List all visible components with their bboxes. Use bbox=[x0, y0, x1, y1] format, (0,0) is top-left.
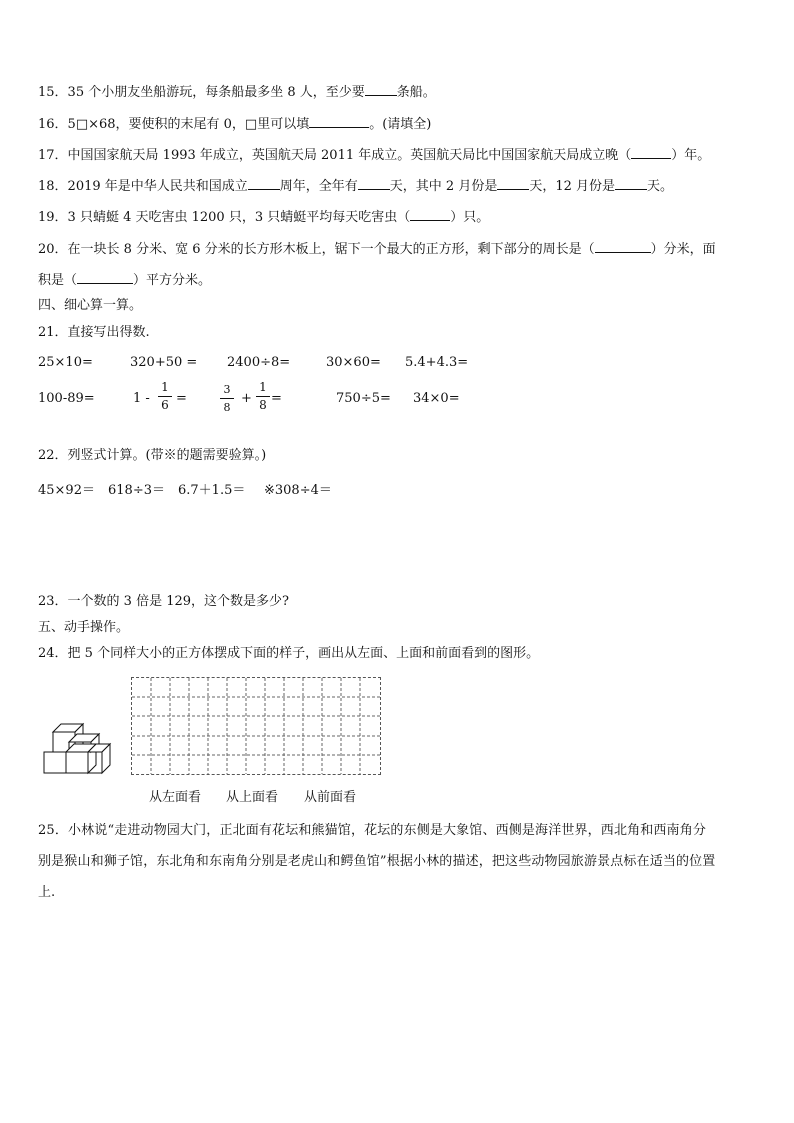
question-18 bbox=[38, 177, 673, 196]
q18-blank-1[interactable] bbox=[248, 177, 280, 190]
question-15 bbox=[38, 83, 436, 102]
q22-item-2: 618÷3＝ bbox=[108, 483, 165, 498]
q21-item-3: 2400÷8= bbox=[227, 355, 291, 370]
q22-item-4: ※308÷4＝ bbox=[264, 483, 332, 498]
q21-fraction-1-8 bbox=[256, 380, 270, 413]
q15-text: 15．35 个小朋友坐船游玩，每条船最多坐 8 人，至少要 bbox=[38, 85, 365, 100]
q20-part-a: 20．在一块长 8 分米、宽 6 分米的长方形木板上，锯下一个最大的正方形，剩下部分的周长是（ bbox=[38, 242, 595, 257]
q20-blank-1[interactable] bbox=[595, 240, 651, 253]
question-19 bbox=[38, 208, 489, 227]
q18-part-d: 天，12 月份是 bbox=[529, 179, 616, 194]
q21-item-10: 34×0= bbox=[413, 391, 460, 406]
q16-text: 16．5□×68，要使积的末尾有 0，□里可以填 bbox=[38, 117, 310, 132]
fraction-bar bbox=[220, 398, 234, 399]
q15-blank[interactable] bbox=[365, 83, 397, 96]
section-5-heading: 五、动手操作。 bbox=[38, 620, 130, 635]
caption-top-view: 从上面看 bbox=[226, 790, 279, 805]
cube-stack-icon bbox=[42, 722, 116, 776]
q18-part-c: 天，其中 2 月份是 bbox=[389, 179, 498, 194]
q21-fraction-3-8 bbox=[220, 382, 234, 415]
q21-item-6: 100-89= bbox=[38, 391, 95, 406]
question-16 bbox=[38, 115, 431, 134]
q21-item-5: 5.4+4.3= bbox=[405, 355, 469, 370]
fraction-denominator: 8 bbox=[223, 401, 231, 414]
caption-front-view: 从前面看 bbox=[304, 790, 357, 805]
q21-item-9: 750÷5= bbox=[336, 391, 391, 406]
q20-part-c: 积是（ bbox=[38, 273, 78, 288]
question-25-line-1: 25．小林说“走进动物园大门，正北面有花坛和熊猫馆，花坛的东侧是大象馆、西侧是海洋世界，西北角和西南角分 bbox=[38, 823, 706, 838]
q20-part-d: ）平方分米。 bbox=[133, 273, 212, 288]
question-23: 23．一个数的 3 倍是 129，这个数是多少? bbox=[38, 594, 289, 609]
q19-suffix: ）只。 bbox=[450, 210, 490, 225]
grid-lines bbox=[132, 678, 380, 774]
q20-blank-2[interactable] bbox=[77, 271, 133, 284]
fraction-bar bbox=[158, 396, 172, 397]
q18-blank-3[interactable] bbox=[497, 177, 529, 190]
question-24: 24．把 5 个同样大小的正方体摆成下面的样子，画出从左面、上面和前面看到的图形。 bbox=[38, 646, 540, 661]
q21-item-1: 25×10= bbox=[38, 355, 93, 370]
question-22-title: 22．列竖式计算。(带※的题需要验算。) bbox=[38, 448, 267, 463]
q17-suffix: ）年。 bbox=[671, 148, 711, 163]
fraction-numerator: 3 bbox=[223, 383, 231, 396]
q22-item-3: 6.7＋1.5＝ bbox=[178, 483, 246, 498]
q17-blank[interactable] bbox=[631, 146, 671, 159]
q21-item-8-equals: = bbox=[271, 391, 282, 406]
q18-blank-4[interactable] bbox=[615, 177, 647, 190]
q18-part-b: 周年，全年有 bbox=[279, 179, 358, 194]
q21-item-4: 30×60= bbox=[326, 355, 381, 370]
question-21-title: 21．直接写出得数. bbox=[38, 325, 150, 340]
fraction-numerator: 1 bbox=[161, 380, 169, 394]
section-4-heading: 四、细心算一算。 bbox=[38, 298, 143, 313]
q20-part-b: ）分米，面 bbox=[650, 242, 716, 257]
drawing-grid[interactable] bbox=[131, 677, 381, 775]
q18-blank-2[interactable] bbox=[358, 177, 390, 190]
q22-item-1: 45×92＝ bbox=[38, 483, 95, 498]
q18-part-a: 18．2019 年是中华人民共和国成立 bbox=[38, 179, 248, 194]
q19-text: 19．3 只蜻蜓 4 天吃害虫 1200 只，3 只蜻蜓平均每天吃害虫（ bbox=[38, 210, 411, 225]
q21-item-7-equals: = bbox=[176, 391, 187, 406]
q21-fraction-1-6 bbox=[158, 380, 172, 413]
question-20-line-1 bbox=[38, 240, 716, 259]
q17-text: 17．中国国家航天局 1993 年成立，英国航天局 2011 年成立。英国航天局比中国国家航天局成立晚（ bbox=[38, 148, 632, 163]
question-17 bbox=[38, 146, 710, 165]
q15-suffix: 条船。 bbox=[396, 85, 436, 100]
q21-item-2: 320+50 = bbox=[130, 355, 198, 370]
q16-suffix: 。(请填全) bbox=[369, 117, 432, 132]
q21-item-7-prefix: 1 - bbox=[133, 391, 150, 406]
caption-left-view: 从左面看 bbox=[149, 790, 202, 805]
q16-blank[interactable] bbox=[309, 115, 369, 128]
question-25-line-2: 别是猴山和狮子馆，东北角和东南角分别是老虎山和鳄鱼馆”根据小林的描述，把这些动物园旅游景点标在适当的位置 bbox=[38, 854, 716, 869]
q18-part-e: 天。 bbox=[647, 179, 674, 194]
fraction-denominator: 8 bbox=[259, 398, 267, 412]
fraction-denominator: 6 bbox=[161, 398, 169, 412]
question-25-line-3: 上. bbox=[38, 885, 56, 900]
q21-plus-sign: + bbox=[241, 391, 252, 406]
fraction-numerator: 1 bbox=[259, 380, 267, 394]
question-20-line-2 bbox=[38, 271, 211, 290]
q19-blank[interactable] bbox=[410, 208, 450, 221]
cube-stack-figure bbox=[42, 722, 116, 780]
fraction-bar bbox=[256, 396, 270, 397]
